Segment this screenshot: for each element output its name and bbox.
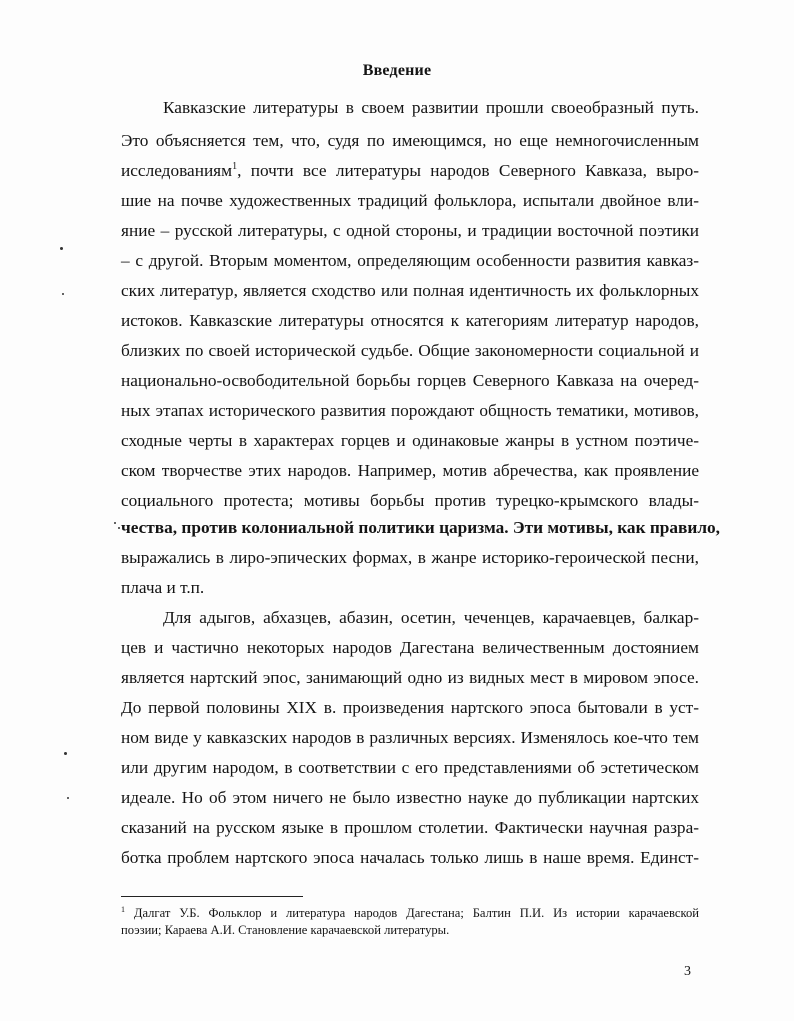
text-line-15-start: чества, против колониальной политики царизма. [121, 518, 509, 537]
text-line-15-end: Эти мотивы, как правило, [508, 518, 721, 537]
scan-speck [67, 797, 69, 799]
text-line-5: яние – русской литературы, с одной стороны, и традиции восточной поэтики [121, 221, 699, 240]
footnote-marker: 1 [121, 905, 125, 914]
scan-speck [60, 247, 63, 250]
footnote-text-1: Далгат У.Б. Фольклор и литература народов Дагестана; Балтин П.И. Из истории карачаевской [125, 906, 699, 920]
text-line-18: Для адыгов, абхазцев, абазин, осетин, чеченцев, карачаевцев, балкар- [163, 608, 699, 627]
text-line-8: истоков. Кавказские литературы относятся к категориям литератур народов, [121, 311, 699, 330]
text-line-26: ботка проблем нартского эпоса началась только лишь в наше время. Единст- [121, 848, 699, 867]
page-title: Введение [362, 62, 432, 79]
text-line-12: сходные черты в характерах горцев и одинаковые жанры в устном поэтиче- [121, 431, 699, 450]
text-line-10: национально-освободительной борьбы горцев Северного Кавказа на очеред- [121, 371, 699, 390]
text-line-9: близких по своей исторической судьбе. Общие закономерности социальной и [121, 341, 699, 360]
text-line-7: ских литератур, является сходство или полная идентичность их фольклорных [121, 281, 699, 300]
text-line-22: ном виде у кавказских народов в различных версиях. Изменялось кое-что тем [121, 728, 699, 747]
text-line-11: ных этапах исторического развития порождают общность тематики, мотивов, [121, 401, 699, 420]
text-line-2: Это объясняется тем, что, судя по имеющимся, но еще немногочисленным [121, 131, 699, 150]
text-line-3 [121, 161, 699, 181]
scan-speck [64, 752, 67, 755]
text-line-17: плача и т.п. [121, 578, 205, 597]
text-line-13: ском творчестве этих народов. Например, мотив абречества, как проявление [121, 461, 699, 480]
footnote-line-2: поэзии; Караева А.И. Становление карачаевской литературы. [121, 923, 450, 937]
text-line-23: или другим народом, в соответствии с его представлениями об эстетическом [121, 758, 699, 777]
footnote-line-1 [121, 905, 699, 921]
text-line-4: шие на почве художественных традиций фольклора, испытали двойное вли- [121, 191, 699, 210]
text-line-19: цев и частично некоторых народов Дагестана величественным достоянием [121, 638, 699, 657]
scan-speck [62, 293, 64, 295]
text-line-1: Кавказские литературы в своем развитии прошли своеобразный путь. [163, 98, 699, 117]
page-number: 3 [684, 964, 691, 979]
scan-speck [114, 522, 116, 524]
footnote-reference: 1 [232, 161, 238, 172]
text-line-14: социального протеста; мотивы борьбы против турецко-крымского влады- [121, 491, 699, 510]
text-line-15 [121, 518, 721, 538]
scan-speck [118, 527, 120, 529]
text-line-3-end: , почти все литературы народов Северного Кавказа, выро- [237, 161, 699, 180]
text-line-21: До первой половины XIX в. произведения нартского эпоса бытовали в уст- [121, 698, 699, 717]
text-line-3-start: исследованиям [121, 161, 233, 180]
text-line-6: – с другой. Вторым моментом, определяющим особенности развития кавказ- [121, 251, 699, 270]
footnote-separator [121, 896, 303, 897]
text-line-20: является нартский эпос, занимающий одно из видных мест в мировом эпосе. [121, 668, 699, 687]
text-line-25: сказаний на русском языке в прошлом столетии. Фактически научная разра- [121, 818, 699, 837]
text-line-16: выражались в лиро-эпических формах, в жанре историко-героической песни, [121, 548, 699, 567]
text-line-24: идеале. Но об этом ничего не было известно науке до публикации нартских [121, 788, 699, 807]
